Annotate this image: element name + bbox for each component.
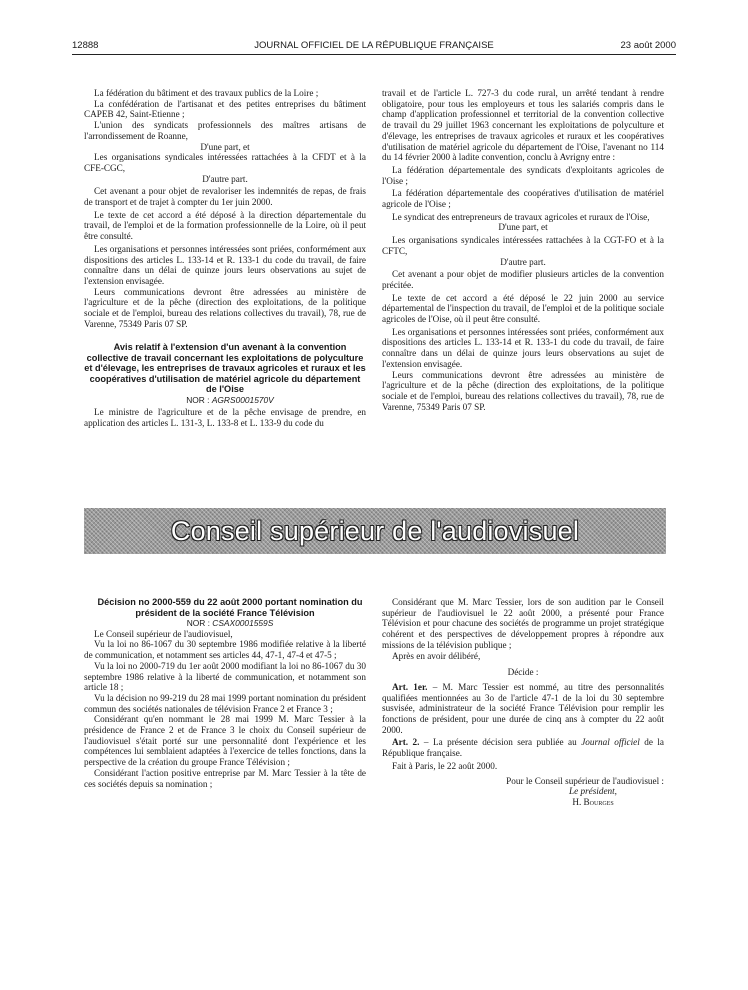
decision-nor	[84, 618, 366, 629]
section-banner	[84, 508, 666, 554]
section-banner-title: Conseil supérieur de l'audiovisuel	[170, 515, 580, 546]
bottom-left-column	[84, 597, 366, 789]
paragraph: Cet avenant a pour objet de modifier plusieurs articles de la convention précitée.	[382, 269, 664, 290]
paragraph: D'autre part.	[202, 173, 248, 184]
paragraph: Leurs communications devront être adressées au ministère de l'agriculture et de la pêche (direction des exploitations, de la politique sociale et de l'emploi, bureau des relations collectives du travail), 78, rue de Varenne, 75349 Paris 07 SP.	[84, 286, 366, 329]
paragraph: Leurs communications devront être adressées au ministère de l'agriculture et de la pêche (direction des exploitations, de la politique sociale et de l'emploi, bureau des relations collectives du travail), 78, rue de Varenne, 75349 Paris 07 SP.	[382, 369, 664, 412]
paragraph: D'une part, et	[200, 141, 250, 152]
paragraph: La fédération départementale des coopératives d'utilisation de matériel agricole de l'Oise ;	[382, 188, 664, 210]
paragraph: Considérant que M. Marc Tessier, lors de son audition par le Conseil supérieur de l'audiovisuel le 22 août 2000, a présenté pour France Télévision et pour chacune des sociétés de programme un projet stratégique cohérent et des perspectives de développement propres à répondre aux missions de la télévision publique ;	[382, 597, 664, 650]
bottom-right-column	[382, 597, 664, 808]
decision-title: Décision no 2000-559 du 22 août 2000 portant nomination du président de la société France Télévision	[97, 597, 363, 618]
paragraph: Considérant qu'en nommant le 28 mai 1999 M. Marc Tessier à la présidence de France 2 et de France 3 le choix du Conseil supérieur de l'audiovisuel s'était porté sur une personnalité dont l'expérience et les compétences lui semblaient adaptées à l'exercice de telles fonctions, dans la perspective de la création du groupe France Télévision ;	[84, 714, 366, 768]
nor-label: NOR :	[186, 394, 210, 405]
signature-name: H. Bourges	[572, 796, 614, 807]
page-number: 12888	[72, 40, 99, 51]
top-left-column	[84, 88, 366, 329]
paragraph: Vu la loi no 86-1067 du 30 septembre 1986 modifiée relative à la liberté de communication, et notamment ses articles 44, 47-1, 47-4 et 47-5 ;	[84, 639, 366, 661]
avis-nor	[84, 395, 366, 406]
paragraph: Le ministre de l'agriculture et de la pêche envisage de prendre, en application des articles L. 131-3, L. 133-8 et L. 133-9 du code du	[84, 407, 366, 428]
paragraph: Le syndicat des entrepreneurs de travaux agricoles et ruraux de l'Oise,	[392, 211, 650, 222]
decide-heading: Décide :	[507, 667, 539, 678]
journal-reference: Journal officiel	[581, 737, 640, 748]
paragraph: Les organisations syndicales intéressées rattachées à la CGT-FO et à la CFTC,	[382, 235, 664, 256]
avis-title: Avis relatif à l'extension d'un avenant à la convention collective de travail concernant les exploitations de polyculture et d'élevage, les entreprises de travaux agricoles et ruraux et les coopératives d'utilisation de matériel agricole du département de l'Oise	[84, 342, 366, 394]
article-label: Art. 1er.	[392, 681, 428, 692]
journal-title: JOURNAL OFFICIEL DE LA RÉPUBLIQUE FRANÇAISE	[254, 40, 494, 51]
paragraph: La confédération de l'artisanat et des petites entreprises du bâtiment CAPEB 42, Saint-Etienne ;	[84, 98, 366, 120]
article-1	[382, 682, 664, 736]
paragraph: Les organisations et personnes intéressées sont priées, conformément aux dispositions des articles L. 133-14 et R. 133-1 du code du travail, de faire connaître dans un délai de quinze jours leurs observations au sujet de l'extension envisagée.	[84, 243, 366, 286]
article-label: Art. 2.	[392, 737, 420, 748]
article-text: – La présente décision sera publiée au	[419, 737, 582, 748]
avis-block	[84, 342, 366, 429]
article-2	[382, 737, 664, 758]
signature-date: Fait à Paris, le 22 août 2000.	[392, 760, 498, 771]
paragraph: Considérant l'action positive entreprise par M. Marc Tessier à la tête de ces sociétés depuis sa nomination ;	[84, 767, 366, 789]
nor-label: NOR :	[186, 618, 210, 628]
paragraph: Après en avoir délibéré,	[392, 650, 481, 661]
paragraph: travail et de l'article L. 727-3 du code rural, un arrêté tendant à rendre obligatoire, pour tous les employeurs et tous les salariés compris dans le champ d'application professionnel et territorial de la convention collective de travail du 29 juillet 1963 concernant les exploitations de polyculture et d'élevage, les entreprises de travaux agricoles et ruraux et les coopératives d'utilisation de matériel agricole du département de l'Oise, l'avenant no 114 du 14 février 2000 à ladite convention, conclu à Avrigny entre :	[382, 88, 664, 163]
nor-code: AGRS0001570V	[211, 394, 274, 405]
issue-date: 23 août 2000	[620, 40, 676, 51]
paragraph: L'union des syndicats professionnels des maîtres artisans de l'arrondissement de Roanne,	[84, 120, 366, 141]
paragraph: Le Conseil supérieur de l'audiovisuel,	[94, 628, 233, 639]
paragraph: Cet avenant a pour objet de revaloriser les indemnités de repas, de frais de transport et de trajet à compter du 1er juin 2000.	[84, 186, 366, 208]
article-text: de la République française.	[382, 737, 665, 759]
paragraph: Les organisations syndicales intéressées rattachées à la CFDT et à la CFE-CGC,	[84, 152, 366, 173]
signature-for: Pour le Conseil supérieur de l'audiovisuel :	[506, 775, 664, 786]
paragraph: Vu la loi no 2000-719 du 1er août 2000 modifiant la loi no 86-1067 du 30 septembre 1986 relative à la liberté de communication, et notamment son article 18 ;	[84, 660, 366, 693]
paragraph: D'autre part.	[500, 256, 546, 267]
paragraph: La fédération départementale des syndicats d'exploitants agricoles de l'Oise ;	[382, 164, 664, 186]
paragraph: Le texte de cet accord a été déposé le 22 juin 2000 au service départemental de l'inspection du travail, de l'emploi et de la politique sociale agricoles de l'Oise, où il peut être consulté.	[382, 292, 664, 325]
paragraph: D'une part, et	[498, 222, 548, 233]
paragraph: Les organisations et personnes intéressées sont priées, conformément aux dispositions des articles L. 133-14 et R. 133-1 du code du travail, de faire connaître dans un délai de quinze jours leurs observations au sujet de l'extension envisagée.	[382, 326, 664, 369]
signature-title: Le président,	[569, 786, 617, 797]
article-text: – M. Marc Tessier est nommé, au titre des personnalités qualifiées mentionnées au 3o de l'article 47-1 de la loi du 30 septembre susvisée, administrateur de la société France Télévision pour remplir les fonctions de président, pour une durée de cinq ans à compter du 22 août 2000.	[382, 681, 664, 735]
nor-code: CSAX0001559S	[212, 618, 274, 628]
paragraph: Vu la décision no 99-219 du 28 mai 1999 portant nomination du président commun des sociétés nationales de télévision France 2 et France 3 ;	[84, 692, 366, 714]
paragraph: La fédération du bâtiment et des travaux publics de la Loire ;	[94, 88, 319, 98]
paragraph: Le texte de cet accord a été déposé à la direction départementale du travail, de l'emploi et de la formation professionnelle de la Loire, où il peut être consulté.	[84, 209, 366, 242]
page-header	[72, 40, 676, 55]
top-right-column	[382, 88, 664, 412]
